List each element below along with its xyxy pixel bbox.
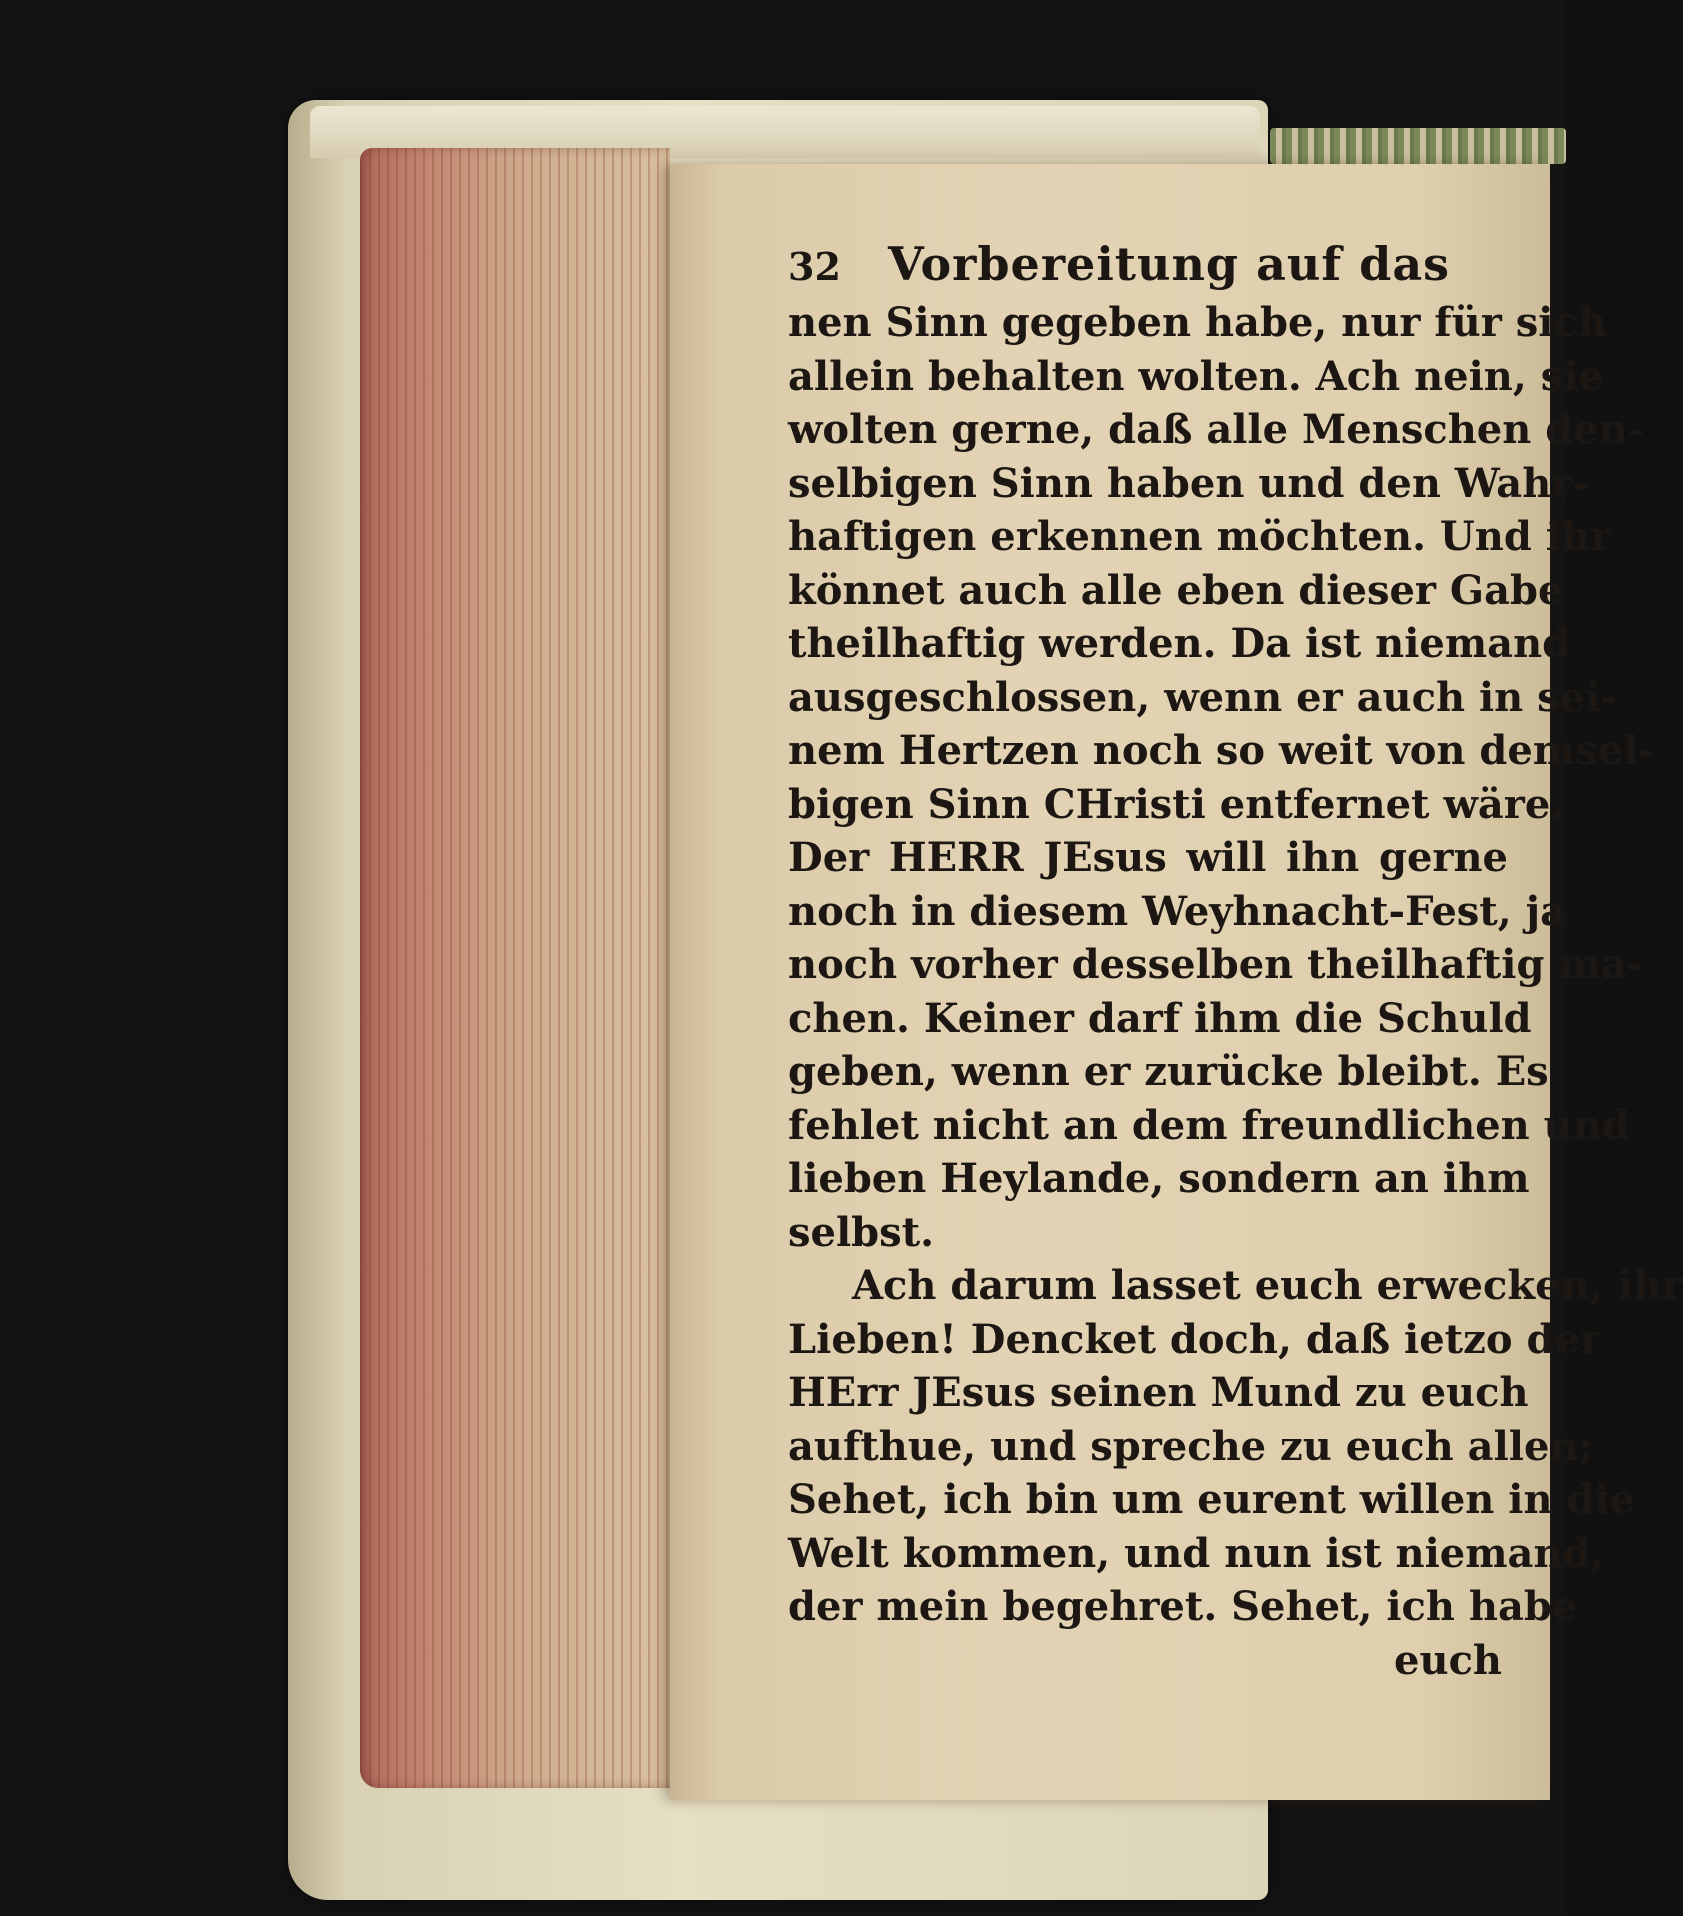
text-line: fehlet nicht an dem freundlichen und [788,1101,1630,1149]
text-line-paragraph-start: Ach darum lasset euch erwecken, ihr [852,1262,1683,1309]
text-line: HErr JEsus seinen Mund zu euch [788,1369,1529,1416]
page-fore-edge [360,148,670,1788]
text-line: nen Sinn gegeben habe, nur für sich [788,299,1607,346]
text-line: noch vorher desselben theilhaftig ma- [788,941,1644,988]
running-head [788,238,1508,296]
text-line: der mein begehret. Sehet, ich habe [788,1583,1578,1630]
text-line: noch in diesem Weyhnacht-Fest, ja [788,887,1567,935]
catchword: euch [1394,1636,1502,1684]
text-line: allein behalten wolten. Ach nein, sie [788,352,1604,400]
text-line: aufthue, und spreche zu euch allen; [788,1422,1594,1470]
page-text-block [788,237,1683,1687]
text-line: theilhaftig werden. Da ist niemand [788,620,1571,667]
page-number: 32 [788,244,841,289]
text-line: wolten gerne, daß alle Menschen den- [788,406,1645,453]
text-line: Welt kommen, und nun ist niemand, [788,1529,1605,1577]
text-line: haftigen erkennen möchten. Und ihr [788,513,1612,560]
text-line: Lieben! Dencket doch, daß ietzo der [788,1315,1601,1363]
text-line: selbigen Sinn haben und den Wahr- [788,459,1589,507]
text-line: lieben Heylande, sondern an ihm [788,1155,1530,1202]
text-line-paragraph-end: selbst. [788,1208,935,1256]
text-line: Sehet, ich bin um eurent willen in die [788,1476,1636,1523]
text-line: geben, wenn er zurücke bleibt. Es [788,1048,1549,1095]
text-line: nem Hertzen noch so weit von demsel- [788,727,1655,774]
headband [1270,128,1566,164]
text-line: chen. Keiner darf ihm die Schuld [788,994,1532,1042]
text-line: bigen Sinn CHristi entfernet wäre. [788,780,1565,828]
text-line: könnet auch alle eben dieser Gabe [788,566,1564,614]
running-title: Vorbereitung auf das [888,237,1451,291]
text-line: Der HERR JEsus will ihn gerne [788,834,1508,881]
text-line: ausgeschlossen, wenn er auch in sei- [788,673,1617,721]
